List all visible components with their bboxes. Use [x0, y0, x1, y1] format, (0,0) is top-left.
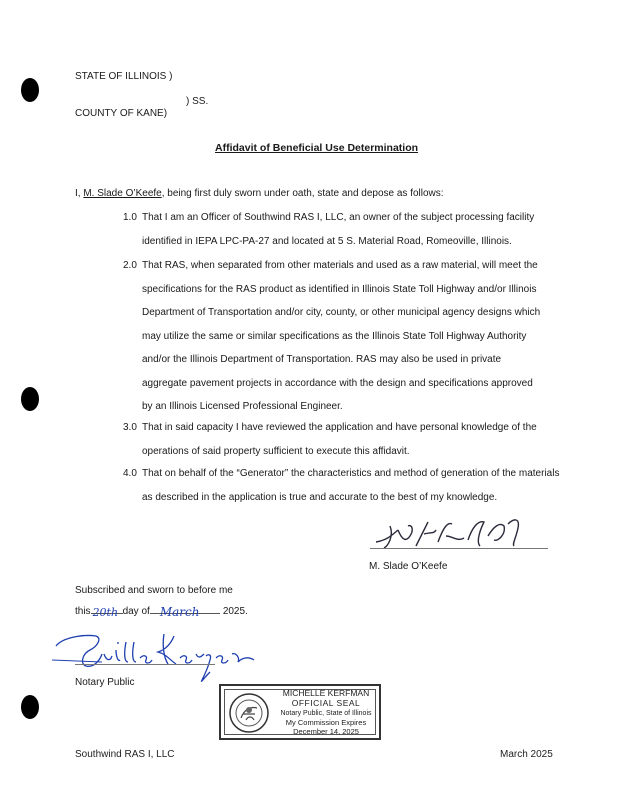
state-seal-emblem-icon — [228, 692, 270, 734]
paragraph-3 — [123, 416, 583, 463]
paragraph-line: That on behalf of the “Generator” the characteristics and method of generation of the materials — [142, 468, 560, 479]
notary-seal-stamp — [219, 684, 381, 740]
seal-notary-name: MICHELLE KERFMAN — [282, 688, 370, 698]
paragraph-1 — [123, 206, 583, 253]
notary-public-label: Notary Public — [75, 677, 135, 688]
paragraph-line: may utilize the same or similar specifications as the Illinois State Toll Highway Authority — [142, 330, 527, 342]
county-line: COUNTY OF KANE) — [75, 108, 168, 119]
paragraph-line: operations of said property sufficient to execute this affidavit. — [142, 445, 410, 457]
paragraph-line: Department of Transportation and/or city, county, or other municipal agency designs which — [142, 307, 541, 318]
intro-suffix: , being first duly sworn under oath, state and depose as follows: — [161, 188, 444, 199]
ss-line: ) SS. — [186, 96, 209, 107]
jurat-day-handwritten: 20th — [92, 606, 119, 619]
paragraph-4 — [123, 462, 583, 509]
seal-line-3: December 14, 2025 — [293, 727, 359, 736]
punch-hole-top — [21, 78, 39, 102]
paragraph-line: and/or the Illinois Department of Transportation. RAS may also be used in private — [142, 354, 502, 365]
paragraph-line: aggregate pavement projects in accordance with the design and specifications approved — [142, 377, 533, 389]
paragraph-number: 4.0 — [123, 468, 137, 479]
intro-prefix: I, — [75, 188, 84, 199]
footer-date: March 2025 — [500, 749, 553, 760]
signer-signature-line — [370, 548, 548, 549]
seal-line-2: My Commission Expires — [285, 718, 367, 727]
signer-signature — [368, 512, 548, 552]
paragraph-line: That RAS, when separated from other materials and used as a raw material, will meet the — [142, 260, 538, 271]
jurat-month-field — [150, 605, 220, 619]
intro-line — [75, 188, 444, 199]
signer-printed-name: M. Slade O’Keefe — [369, 561, 448, 572]
paragraph-2 — [123, 254, 583, 419]
intro-name: M. Slade O’Keefe — [83, 188, 162, 199]
paragraph-number: 1.0 — [123, 212, 137, 223]
jurat-date-line — [75, 606, 248, 617]
paragraph-line: specifications for the RAS product as identified in Illinois State Toll Highway and/or Illinois — [142, 283, 537, 295]
punch-hole-bottom — [21, 695, 39, 719]
document-title: Affidavit of Beneficial Use Determination — [215, 142, 419, 154]
footer-company: Southwind RAS I, LLC — [75, 749, 175, 760]
paragraph-number: 2.0 — [123, 260, 137, 271]
notary-signature-line — [75, 664, 215, 665]
paragraph-number: 3.0 — [123, 422, 137, 433]
paragraph-line: identified in IEPA LPC-PA-27 and located at 5 S. Material Road, Romeoville, Illinois. — [142, 235, 512, 247]
jurat-year: 2025. — [222, 606, 248, 617]
paragraph-line: as described in the application is true and accurate to the best of my knowledge. — [142, 491, 498, 503]
subscribed-line: Subscribed and sworn to before me — [75, 585, 233, 596]
state-line: STATE OF ILLINOIS ) — [75, 71, 173, 82]
seal-official-title: OFFICIAL SEAL — [291, 698, 361, 708]
jurat-day-field — [91, 606, 123, 619]
paragraph-line: That I am an Officer of Southwind RAS I, LLC, an owner of the subject processing facility — [142, 212, 535, 223]
jurat-month-handwritten: March — [159, 605, 200, 619]
jurat-this: this — [75, 606, 91, 617]
paragraph-line: by an Illinois Licensed Professional Engineer. — [142, 401, 343, 412]
paragraph-line: That in said capacity I have reviewed the application and have personal knowledge of the — [142, 422, 537, 433]
seal-line-1: Notary Public, State of Illinois — [280, 710, 372, 717]
punch-hole-middle — [21, 387, 39, 411]
jurat-day-of: day of — [122, 606, 150, 617]
